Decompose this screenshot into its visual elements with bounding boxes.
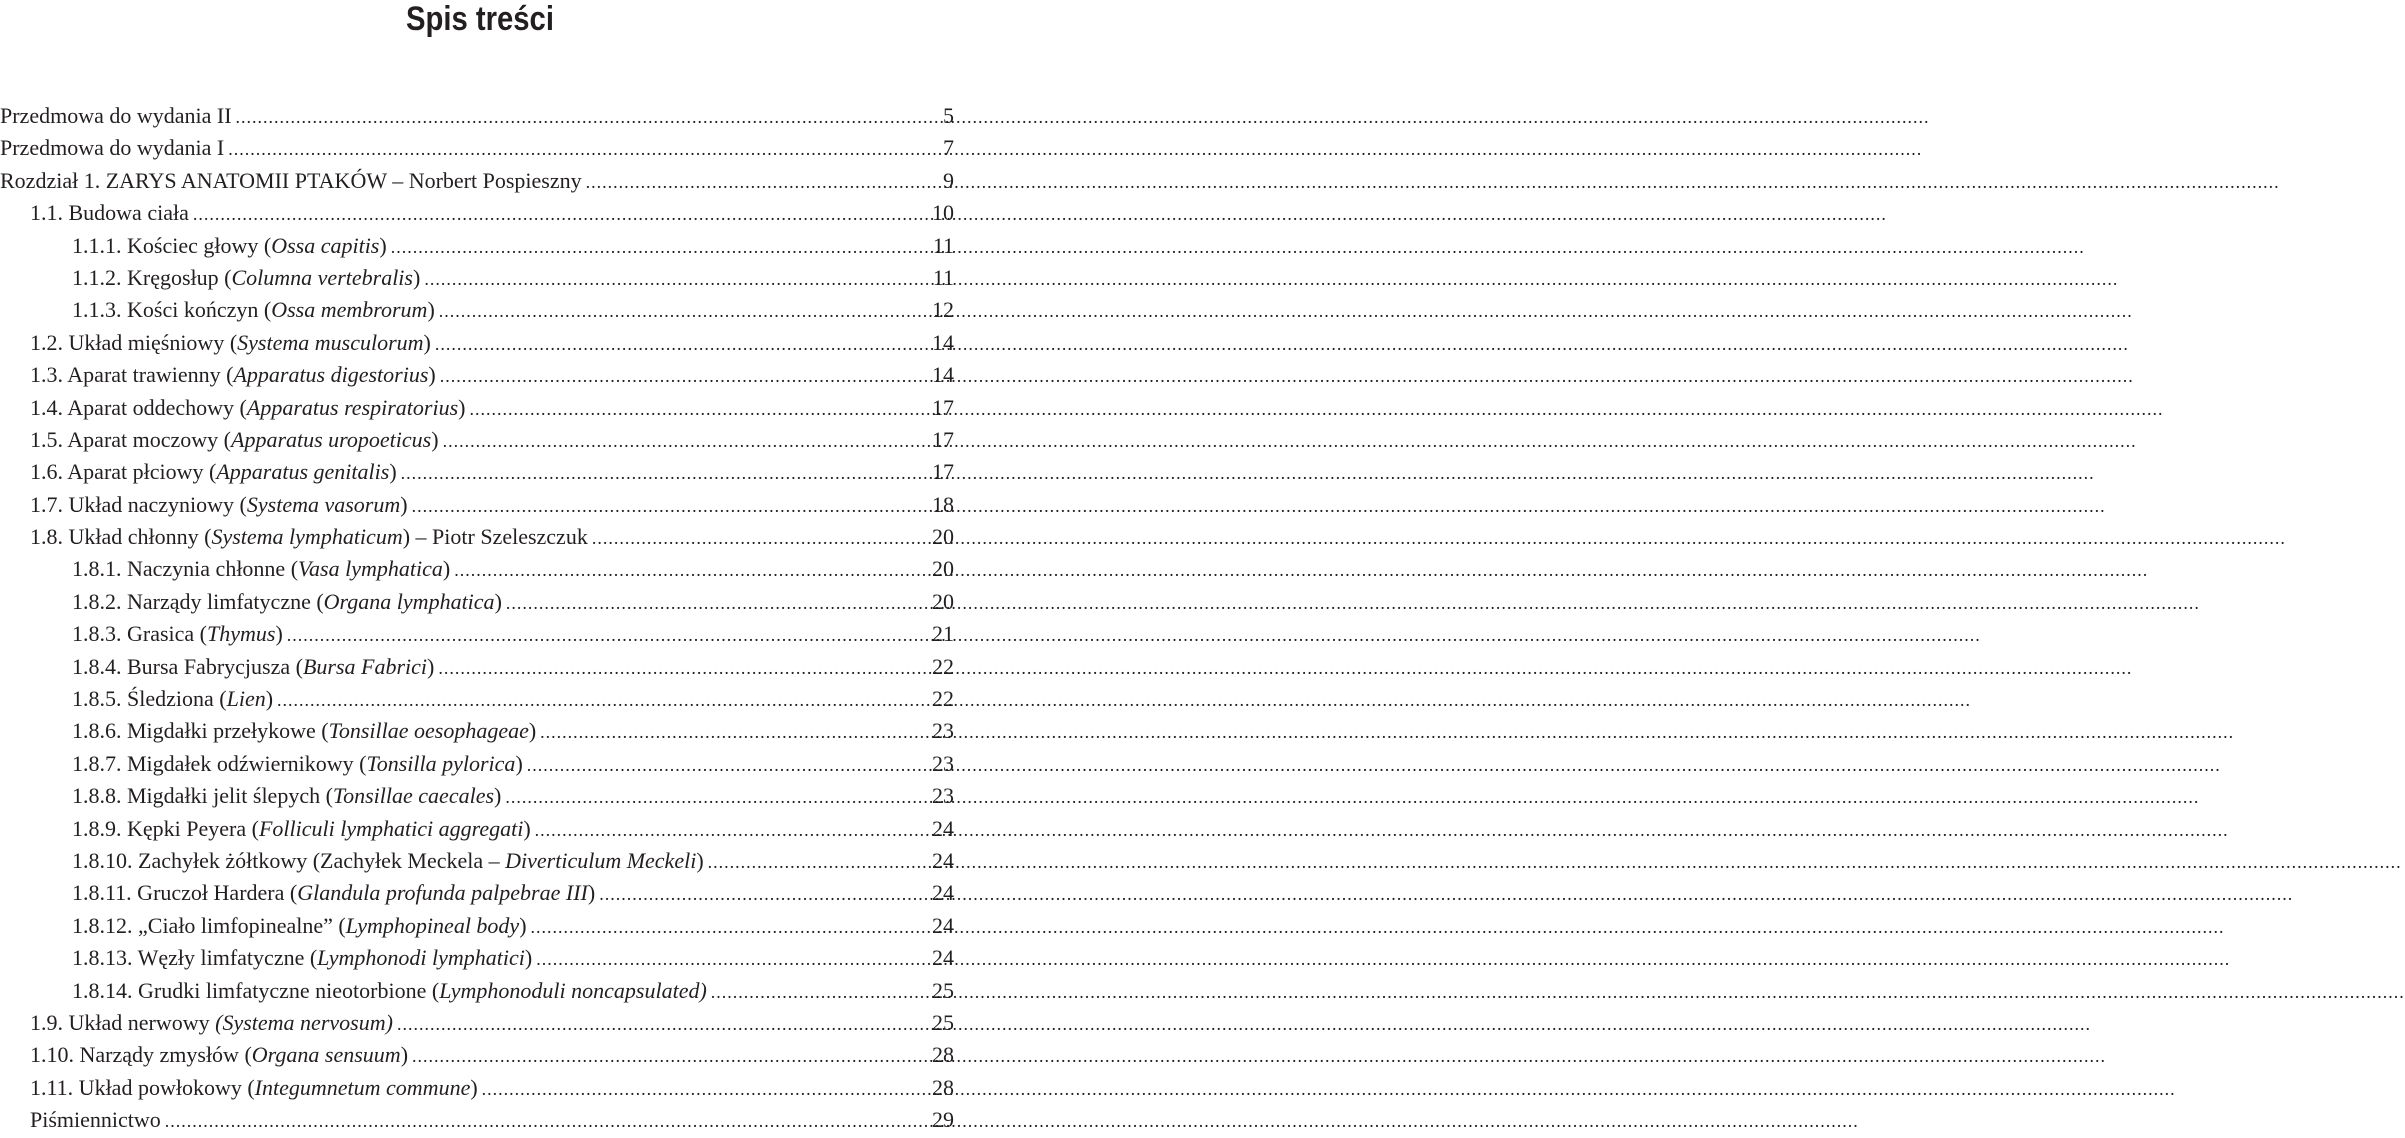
toc-entry-title-latin: Organa lymphatica [323,588,495,614]
toc-entry [0,586,960,618]
toc-entry [0,456,960,488]
toc-entry-title [72,942,532,974]
toc-entry-page-number: 10 [932,200,954,226]
toc-entry-title-latin: Lymphopineal body [345,912,520,938]
toc-entry-title-text: 1.5. Aparat moczowy ( [30,426,231,452]
toc-entry-title-text: ) [400,491,408,517]
toc-entry-title-latin: Apparatus uropoeticus [231,426,432,452]
toc-entry-title [72,651,434,683]
toc-entry-title [72,230,387,262]
toc-dot-leader [592,522,928,554]
toc-entry-title-latin: Lien [226,686,266,712]
toc-entry-page-number: 24 [932,945,954,971]
toc-entry-title-latin: Systema lymphaticum [211,524,403,550]
toc-entry-title-latin: Lymphonoduli noncapsulated) [439,977,707,1003]
toc-entry-title-text: ) [524,945,533,971]
toc-entry [0,1104,960,1136]
toc-dot-leader [287,619,928,651]
toc-entry-page-number: 23 [932,718,954,744]
toc-entry-page-number: 24 [932,912,954,938]
toc-entry-title-text: 1.1.3. Kości kończyn ( [72,297,272,323]
toc-entry-title-text: ) [470,1074,478,1100]
toc-entry-title-text: ) [442,556,451,582]
toc-entry-title-latin: Glandula profunda palpebrae III [297,880,588,906]
toc-entry-title-text: ) [400,1042,409,1068]
toc-entry-title-latin: Organa sensuum [251,1042,401,1068]
toc-entry-page-number: 5 [943,103,954,128]
toc-entry-page-number: 7 [943,135,954,161]
toc-dot-leader [470,393,929,425]
toc-entry-title [30,392,466,424]
toc-dot-leader [708,846,928,878]
toc-entry [0,748,960,780]
toc-entry-title [30,1072,478,1104]
toc-entry-title [0,132,224,164]
toc-dot-leader [535,814,928,846]
toc-entry-title [72,975,707,1007]
toc-entry-title-text: 1.4. Aparat oddechowy ( [30,394,247,420]
toc-entry-title-latin: Vasa lymphatica [298,556,443,582]
toc-dot-leader [586,166,939,198]
toc-entry-page-number: 14 [932,329,954,355]
toc-entry-title-text: 1.1.2. Kręgosłup ( [72,264,232,290]
toc-entry-page-number: 11 [932,232,954,258]
toc-entry-title-text: 1.8.14. Grudki limfatyczne nieotorbione ( [72,977,440,1003]
toc-entry-title-text: ) [389,459,397,485]
toc-entry-title-text: ) [427,653,435,679]
toc-dot-leader [482,1073,928,1105]
toc-dot-leader [401,457,928,489]
toc-entry-title [72,845,704,877]
toc-dot-leader [711,976,928,1008]
toc-entry [0,553,960,585]
toc-entry [0,197,960,229]
toc-entry-title-text: ) [515,750,523,776]
toc-entry-title-text: ) [265,686,274,712]
toc-entry-page-number: 21 [932,621,954,647]
toc-entry-title-latin: Ossa membrorum [271,297,428,323]
toc-entry-title-latin: Folliculi lymphatici aggregati [258,815,524,841]
toc-entry-title-text: 1.8. Układ chłonny ( [30,524,212,550]
toc-entry-title-text: ) [494,588,502,614]
toc-entry-title-text: 1.8.2. Narządy limfatyczne ( [72,588,324,614]
toc-entry-title [30,1007,393,1039]
toc-entry [0,651,960,683]
toc-entry [0,327,960,359]
toc-entry-title-text: ) [427,297,435,323]
toc-entry-title-text: ) [412,264,421,290]
toc-entry-title [30,456,397,488]
toc-dot-leader [412,490,928,522]
toc-entry [0,1072,960,1104]
toc-entry-title-text: 1.8.3. Grasica ( [72,621,208,647]
toc-dot-leader [391,231,929,263]
toc-entry [0,392,960,424]
toc-dot-leader [435,328,928,360]
toc-entry-title-text: Przedmowa do wydania II [0,103,232,128]
toc-entry-title-text: ) [458,394,466,420]
toc-entry [0,877,960,909]
toc-dot-leader [397,1008,928,1040]
toc-entry [0,715,960,747]
toc-entry-title [30,359,436,391]
toc-entry-title [72,910,527,942]
toc-entry-title-text: 1.10. Narządy zmysłów ( [30,1042,252,1068]
toc-entry [0,845,960,877]
toc-entry [0,165,960,197]
toc-dot-leader [443,425,928,457]
toc-entry-page-number: 12 [932,297,954,323]
toc-entry [0,1007,960,1039]
toc-entry-page-number: 25 [932,977,954,1003]
toc-entry-page-number: 24 [932,815,954,841]
toc-dot-leader [228,133,939,165]
toc-entry-title [72,683,273,715]
toc-entry-title [72,553,450,585]
toc-entry-title-latin: Apparatus genitalis [216,459,390,485]
toc-entry [0,813,960,845]
toc-entry-title [72,715,536,747]
toc-entry [0,359,960,391]
toc-entry-title-latin: Bursa Fabrici [302,653,428,679]
toc-entry-title-text: Przedmowa do wydania I [0,135,225,161]
toc-dot-leader [454,554,928,586]
toc-entry-page-number: 17 [932,426,954,452]
toc-entry-title-text: 1.8.4. Bursa Fabrycjusza ( [72,653,303,679]
toc-dot-leader [412,1040,928,1072]
toc-entry-page-number: 11 [932,264,954,290]
toc-entry-title-latin: Systema vasorum [246,491,401,517]
toc-entry [0,230,960,262]
toc-entry-title-text: 1.3. Aparat trawienny ( [30,362,234,388]
toc-entry-title [72,813,531,845]
toc-entry-title-text: Piśmiennictwo [30,1107,161,1133]
toc-entry-title-latin: Ossa capitis [271,232,380,258]
toc-entry-page-number: 17 [932,459,954,485]
toc-entry-title-latin: Tonsillae caecales [332,783,495,809]
toc-entry [0,294,960,326]
toc-entry-title-text: 1.8.13. Węzły limfatyczne ( [72,945,318,971]
toc-entry-page-number: 28 [932,1074,954,1100]
toc-entry-title-latin: Systema musculorum [237,329,424,355]
toc-entry-page-number: 28 [932,1042,954,1068]
toc-entry-title [30,1039,408,1071]
toc-entry [0,683,960,715]
toc-entry-page-number: 24 [932,880,954,906]
toc-entry-title-latin: Apparatus respiratorius [246,394,459,420]
toc-entry-title-text: 1.8.12. „Ciało limfopinealne” ( [72,912,346,938]
toc-entry-title [72,586,502,618]
toc-entry-title-text: ) [431,426,439,452]
toc-dot-leader [599,878,928,910]
toc-entry-page-number: 25 [932,1009,954,1035]
toc-entry-title-text: ) – Piotr Szeleszczuk [402,524,588,550]
toc-entry-title-text: ) [519,912,527,938]
toc-entry [0,262,960,294]
toc-entry-title-latin: Thymus [207,621,276,647]
toc-entry-page-number: 20 [932,556,954,582]
toc-entry-title [30,1104,161,1136]
toc-entry-title [30,197,189,229]
toc-entry-title-text: 1.8.6. Migdałki przełykowe ( [72,718,329,744]
toc-entry-page-number: 29 [932,1107,954,1133]
toc-dot-leader [424,263,929,295]
toc-entry-title-text: ) [275,621,283,647]
toc-dot-leader [540,716,928,748]
toc-entry-title-latin: Columna vertebralis [231,264,413,290]
toc-entry [0,1039,960,1071]
toc-entry-title-text: ) [494,783,502,809]
toc-entry-page-number: 22 [932,653,954,679]
toc-entry [0,424,960,456]
toc-entry-title-text: 1.8.5. Śledziona ( [72,686,227,712]
toc-entry-title-text: 1.8.1. Naczynia chłonne ( [72,556,299,582]
toc-entry-title-text: 1.8.11. Gruczoł Hardera ( [72,880,298,906]
toc-entry-title-latin: Apparatus digestorius [233,362,429,388]
toc-entry-title-latin: (Systema nervosum) [215,1009,393,1035]
toc-dot-leader [505,781,928,813]
toc-dot-leader [277,684,928,716]
toc-entry-title-text: 1.9. Układ nerwowy [30,1009,216,1035]
toc-entry-title-text: ) [528,718,537,744]
toc-entry-title-latin: Integumnetum commune [254,1074,471,1100]
toc-entry-page-number: 9 [943,167,954,193]
toc-entry-title-text: 1.11. Układ powłokowy ( [30,1074,255,1100]
toc-entry-title-text: 1.1. Budowa ciała [30,200,189,226]
toc-entry-title-text: 1.8.9. Kępki Peyera ( [72,815,259,841]
toc-dot-leader [236,101,939,133]
toc-entry-title-text: ) [696,847,704,873]
toc-dot-leader [439,295,928,327]
toc-entry-title-text: 1.8.10. Zachyłek żółtkowy (Zachyłek Meckela – [72,847,506,873]
toc-entry-title-text: 1.8.8. Migdałki jelit ślepych ( [72,783,333,809]
toc-entry-title-text: ) [587,880,596,906]
toc-entry [0,618,960,650]
toc-entry-title [72,294,435,326]
toc-entry-title-text: 1.8.7. Migdałek odźwiernikowy ( [72,750,367,776]
toc-entry-page-number: 23 [932,783,954,809]
page-title: Spis treści [406,0,554,38]
toc-dot-leader [531,911,928,943]
toc-entry-title [30,327,431,359]
toc-entry-title [72,780,501,812]
toc-dot-leader [440,360,928,392]
toc-entry-page-number: 24 [932,847,954,873]
toc-entry-title [30,489,408,521]
toc-dot-leader [527,749,928,781]
toc-entry-title-text: ) [523,815,531,841]
toc-entry [0,780,960,812]
toc-entry-title-latin: Tonsilla pylorica [366,750,516,776]
toc-entry-title [30,521,588,553]
toc-dot-leader [193,198,928,230]
toc-entry-title-latin: Diverticulum Meckeli [505,847,697,873]
toc-entry-page-number: 23 [932,750,954,776]
toc-entry-title [72,618,283,650]
toc-entry [0,489,960,521]
toc-entry [0,521,960,553]
toc-dot-leader [165,1105,928,1137]
toc-entry-page-number: 22 [932,686,954,712]
toc-entry-title-text: Rozdział 1. ZARYS ANATOMII PTAKÓW – Norbert Pospieszny [0,167,582,193]
toc-entry [0,100,960,132]
toc-entry-page-number: 18 [932,491,954,517]
toc-dot-leader [438,652,928,684]
toc-entry-title-latin: Tonsillae oesophageae [328,718,529,744]
toc-entry-title [72,262,420,294]
toc-entry-page-number: 20 [932,588,954,614]
toc-entry-title [0,165,582,197]
toc-entry [0,975,960,1007]
toc-entry-title-text: ) [379,232,387,258]
toc-entry-title-text: 1.7. Układ naczyniowy ( [30,491,247,517]
toc-entry-page-number: 20 [932,524,954,550]
toc-dot-leader [536,943,928,975]
toc-entry [0,132,960,164]
toc-entry-title-text: 1.6. Aparat płciowy ( [30,459,217,485]
toc-entry-title-text: 1.2. Układ mięśniowy ( [30,329,238,355]
toc-entry [0,910,960,942]
toc-entry-title [0,100,232,132]
toc-entry-title [72,748,523,780]
toc-entry-title-text: ) [423,329,431,355]
toc-dot-leader [506,587,928,619]
toc-entry-title-latin: Lymphonodi lymphatici [317,945,525,971]
toc-entry [0,942,960,974]
toc-entry-title-text: ) [428,362,436,388]
toc-entry-page-number: 17 [932,394,954,420]
toc-entry-page-number: 14 [932,362,954,388]
toc-entry-title [72,877,595,909]
toc-entry-title [30,424,439,456]
table-of-contents [0,100,960,1137]
toc-entry-title-text: 1.1.1. Kościec głowy ( [72,232,272,258]
